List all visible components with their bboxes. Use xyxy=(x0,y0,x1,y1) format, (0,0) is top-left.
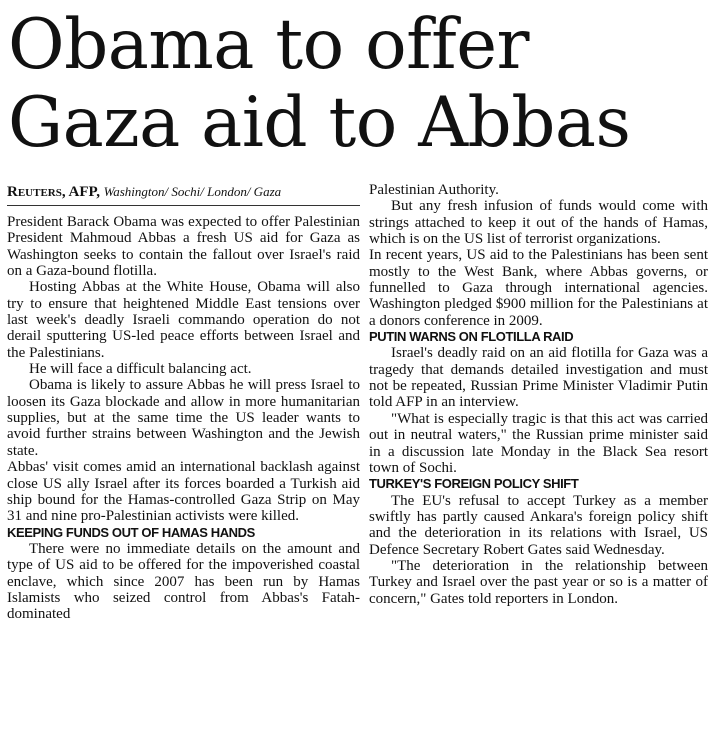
paragraph: He will face a difficult balancing act. xyxy=(29,361,252,378)
byline-places: Washington/ Sochi/ London/ Gaza xyxy=(103,184,282,199)
paragraph: Abbas' visit comes amid an international backlash against close US ally Israel after its forces boarded a Turkish aid ship bound for the Hamas-controlled Gaza Strip on May 31 and nine pro-Palestinian activists were killed. xyxy=(7,459,360,525)
paragraph: Palestinian Authority. xyxy=(369,182,499,198)
subheading: PUTIN WARNS ON FLOTILLA RAID xyxy=(369,329,574,345)
paragraph: Hosting Abbas at the White House, Obama will also try to ensure that heightened Middle East tensions over last week's deadly Israeli commando operation do not derail sputtering US-led peace efforts between Israel and the Palestinians. xyxy=(7,279,360,361)
byline-agencies: Reuters, AFP, xyxy=(7,184,101,200)
paragraph: Obama is likely to assure Abbas he will press Israel to loosen its Gaza blockade and allow in more humanitarian supplies, but at the same time the US leader wants to avoid further strains between Washington and the Jewish state. xyxy=(7,377,360,459)
article-column-left xyxy=(7,183,360,733)
subheading: TURKEY'S FOREIGN POLICY SHIFT xyxy=(369,476,579,492)
byline xyxy=(7,183,360,206)
article-column-right xyxy=(369,182,708,733)
paragraph: In recent years, US aid to the Palestinians has been sent mostly to the West Bank, where Abbas governs, or funnelled to Gaza through international agencies. Washington pledged $900 million for the Palestinians at a donors conference in 2009. xyxy=(369,247,708,329)
paragraph: "The deterioration in the relationship between Turkey and Israel over the past year or so is a matter of concern," Gates told reporters in London. xyxy=(369,557,708,607)
paragraph: But any fresh infusion of funds would come with strings attached to keep it out of the hands of Hamas, which is on the US list of terrorist organizations. xyxy=(369,198,708,248)
subheading: KEEPING FUNDS OUT OF HAMAS HANDS xyxy=(7,524,255,540)
paragraph: The EU's refusal to accept Turkey as a member swiftly has partly caused Ankara's foreign policy shift and the deterioration in its relations with Israel, US Defence Secretary Robert Gates said Wednesday. xyxy=(369,492,708,558)
paragraph: "What is especially tragic is that this act was carried out in neutral waters," the Russian prime minister said in a discussion late Monday in the Black Sea resort town of Sochi. xyxy=(369,410,708,476)
paragraph: President Barack Obama was expected to offer Palestinian President Mahmoud Abbas a fresh US aid for Gaza as Washington seeks to contain the fallout over Israel's raid on a Gaza-bound flotilla. xyxy=(7,214,360,280)
paragraph: There were no immediate details on the amount and type of US aid to be offered for the impoverished coastal enclave, which since 2007 has been run by Hamas Islamists who seized control from Abbas's Fatah-dominated xyxy=(7,540,360,623)
headline: Obama to offer Gaza aid to Abbas xyxy=(8,5,631,163)
paragraph: Israel's deadly raid on an aid flotilla for Gaza was a tragedy that demands detailed investigation and must not be repeated, Russian Prime Minister Vladimir Putin told AFP in an interview. xyxy=(369,345,708,411)
